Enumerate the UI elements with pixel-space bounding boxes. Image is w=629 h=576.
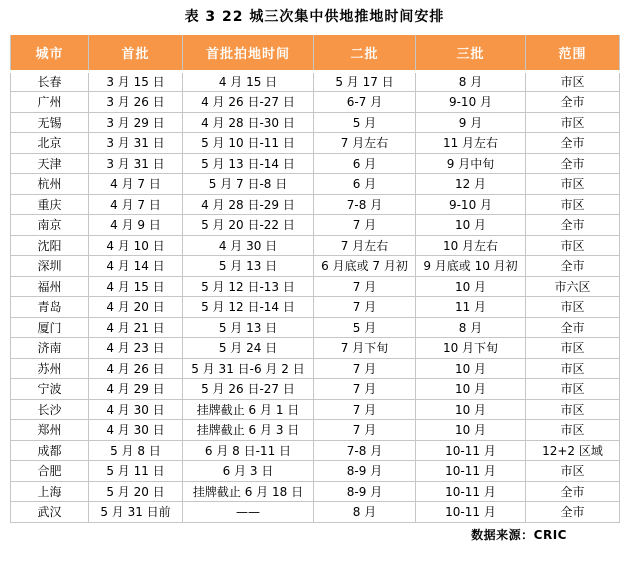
- table-cell: 挂牌截止 6 月 18 日: [183, 481, 314, 502]
- table-cell: 全市: [526, 215, 620, 236]
- table-cell: 全市: [526, 317, 620, 338]
- table-cell: 4 月 30 日: [89, 399, 183, 420]
- header-cell: 城市: [11, 35, 89, 71]
- table-row: [11, 420, 620, 441]
- table-cell: 市区: [526, 461, 620, 482]
- table-cell: 7 月: [314, 276, 416, 297]
- table-cell: 10-11 月: [416, 481, 526, 502]
- table-cell: 6 月底或 7 月初: [314, 256, 416, 277]
- table-row: [11, 133, 620, 154]
- table-cell: 6-7 月: [314, 92, 416, 113]
- table-cell: 市区: [526, 379, 620, 400]
- table-cell: 3 月 15 日: [89, 71, 183, 92]
- table-cell: 7 月: [314, 215, 416, 236]
- table-cell: 4 月 10 日: [89, 235, 183, 256]
- table-cell: 11 月: [416, 297, 526, 318]
- table-cell: 青岛: [11, 297, 89, 318]
- table-cell: 5 月 10 日-11 日: [183, 133, 314, 154]
- table-cell: 全市: [526, 256, 620, 277]
- table-cell: 8-9 月: [314, 481, 416, 502]
- table-cell: 成都: [11, 440, 89, 461]
- table-cell: 4 月 7 日: [89, 194, 183, 215]
- table-row: [11, 440, 620, 461]
- table-cell: 4 月 26 日: [89, 358, 183, 379]
- table-row: [11, 256, 620, 277]
- table-cell: 10 月: [416, 420, 526, 441]
- table-cell: 5 月 11 日: [89, 461, 183, 482]
- table-cell: 市区: [526, 297, 620, 318]
- table-cell: 4 月 26 日-27 日: [183, 92, 314, 113]
- table-row: [11, 338, 620, 359]
- table-cell: 4 月 20 日: [89, 297, 183, 318]
- table-cell: 4 月 15 日: [183, 71, 314, 92]
- table-cell: 5 月 13 日: [183, 317, 314, 338]
- table-cell: 8 月: [416, 317, 526, 338]
- table-cell: 市区: [526, 174, 620, 195]
- table-cell: 7 月下旬: [314, 338, 416, 359]
- table-cell: 市区: [526, 358, 620, 379]
- table-row: [11, 276, 620, 297]
- table-cell: 全市: [526, 502, 620, 523]
- table-cell: 全市: [526, 153, 620, 174]
- table-cell: 12 月: [416, 174, 526, 195]
- table-cell: 5 月 17 日: [314, 71, 416, 92]
- table-cell: 7-8 月: [314, 440, 416, 461]
- header-cell: 三批: [416, 35, 526, 71]
- table-cell: 11 月左右: [416, 133, 526, 154]
- table-cell: 市区: [526, 235, 620, 256]
- table-cell: 福州: [11, 276, 89, 297]
- table-cell: 5 月 12 日-14 日: [183, 297, 314, 318]
- table-cell: 合肥: [11, 461, 89, 482]
- table-cell: 市区: [526, 338, 620, 359]
- table-cell: 挂牌截止 6 月 3 日: [183, 420, 314, 441]
- table-cell: 济南: [11, 338, 89, 359]
- table-cell: 10-11 月: [416, 440, 526, 461]
- table-cell: 4 月 29 日: [89, 379, 183, 400]
- table-cell: 4 月 21 日: [89, 317, 183, 338]
- table-cell: 5 月 31 日前: [89, 502, 183, 523]
- table-cell: 3 月 26 日: [89, 92, 183, 113]
- table-row: [11, 71, 620, 92]
- table-row: [11, 215, 620, 236]
- table-row: [11, 358, 620, 379]
- table-cell: 9 月中旬: [416, 153, 526, 174]
- table-cell: 市区: [526, 399, 620, 420]
- table-cell: 6 月 8 日-11 日: [183, 440, 314, 461]
- table-cell: 7 月: [314, 358, 416, 379]
- table-cell: 7 月左右: [314, 133, 416, 154]
- table-cell: 8 月: [314, 502, 416, 523]
- table-cell: 7 月: [314, 379, 416, 400]
- table-cell: 9-10 月: [416, 194, 526, 215]
- table-cell: 10 月: [416, 379, 526, 400]
- table-cell: 7 月: [314, 420, 416, 441]
- table-cell: 4 月 28 日-29 日: [183, 194, 314, 215]
- table-cell: 北京: [11, 133, 89, 154]
- table-cell: 市六区: [526, 276, 620, 297]
- table-cell: ——: [183, 502, 314, 523]
- table-cell: 4 月 23 日: [89, 338, 183, 359]
- table-row: [11, 153, 620, 174]
- table-row: [11, 194, 620, 215]
- table-cell: 5 月 7 日-8 日: [183, 174, 314, 195]
- table-cell: 5 月 31 日-6 月 2 日: [183, 358, 314, 379]
- table-cell: 5 月 20 日: [89, 481, 183, 502]
- table-cell: 7 月: [314, 297, 416, 318]
- table-cell: 5 月: [314, 112, 416, 133]
- land-supply-schedule-table: [10, 35, 620, 523]
- table-cell: 3 月 29 日: [89, 112, 183, 133]
- header-cell: 首批拍地时间: [183, 35, 314, 71]
- header-row: [11, 35, 620, 71]
- table-cell: 3 月 31 日: [89, 133, 183, 154]
- table-cell: 10 月: [416, 215, 526, 236]
- table-cell: 5 月 26 日-27 日: [183, 379, 314, 400]
- table-cell: 5 月 13 日-14 日: [183, 153, 314, 174]
- table-cell: 挂牌截止 6 月 1 日: [183, 399, 314, 420]
- table-cell: 全市: [526, 133, 620, 154]
- table-cell: 苏州: [11, 358, 89, 379]
- table-cell: 7 月左右: [314, 235, 416, 256]
- table-cell: 市区: [526, 420, 620, 441]
- table-cell: 10 月左右: [416, 235, 526, 256]
- table-cell: 广州: [11, 92, 89, 113]
- table-row: [11, 379, 620, 400]
- table-cell: 4 月 14 日: [89, 256, 183, 277]
- table-cell: 6 月 3 日: [183, 461, 314, 482]
- table-cell: 杭州: [11, 174, 89, 195]
- header-cell: 范围: [526, 35, 620, 71]
- table-row: [11, 112, 620, 133]
- table-cell: 8-9 月: [314, 461, 416, 482]
- table-cell: 10-11 月: [416, 502, 526, 523]
- table-cell: 10 月: [416, 276, 526, 297]
- table-cell: 9 月底或 10 月初: [416, 256, 526, 277]
- table-cell: 4 月 28 日-30 日: [183, 112, 314, 133]
- table-cell: 4 月 30 日: [89, 420, 183, 441]
- table-cell: 6 月: [314, 153, 416, 174]
- table-cell: 武汉: [11, 502, 89, 523]
- table-cell: 4 月 15 日: [89, 276, 183, 297]
- table-cell: 5 月: [314, 317, 416, 338]
- table-cell: 9 月: [416, 112, 526, 133]
- table-row: [11, 461, 620, 482]
- table-cell: 沈阳: [11, 235, 89, 256]
- table-cell: 4 月 30 日: [183, 235, 314, 256]
- table-cell: 重庆: [11, 194, 89, 215]
- table-cell: 市区: [526, 194, 620, 215]
- table-cell: 5 月 12 日-13 日: [183, 276, 314, 297]
- table-cell: 10 月: [416, 399, 526, 420]
- table-cell: 6 月: [314, 174, 416, 195]
- header-cell: 首批: [89, 35, 183, 71]
- table-cell: 无锡: [11, 112, 89, 133]
- table-cell: 10-11 月: [416, 461, 526, 482]
- table-cell: 长沙: [11, 399, 89, 420]
- table-cell: 7-8 月: [314, 194, 416, 215]
- table-row: [11, 92, 620, 113]
- table-row: [11, 174, 620, 195]
- table-cell: 3 月 31 日: [89, 153, 183, 174]
- table-cell: 12+2 区域: [526, 440, 620, 461]
- table-cell: 全市: [526, 481, 620, 502]
- table-cell: 天津: [11, 153, 89, 174]
- table-cell: 5 月 24 日: [183, 338, 314, 359]
- table-cell: 5 月 8 日: [89, 440, 183, 461]
- table-cell: 4 月 9 日: [89, 215, 183, 236]
- table-cell: 全市: [526, 92, 620, 113]
- table-cell: 上海: [11, 481, 89, 502]
- table-row: [11, 297, 620, 318]
- table-cell: 9-10 月: [416, 92, 526, 113]
- table-cell: 5 月 20 日-22 日: [183, 215, 314, 236]
- table-body: [11, 71, 620, 522]
- table-row: [11, 399, 620, 420]
- table-cell: 4 月 7 日: [89, 174, 183, 195]
- table-cell: 市区: [526, 71, 620, 92]
- table-cell: 8 月: [416, 71, 526, 92]
- table-cell: 7 月: [314, 399, 416, 420]
- table-row: [11, 502, 620, 523]
- table-row: [11, 481, 620, 502]
- table-cell: 宁波: [11, 379, 89, 400]
- table-cell: 郑州: [11, 420, 89, 441]
- table-row: [11, 235, 620, 256]
- table-cell: 5 月 13 日: [183, 256, 314, 277]
- table-cell: 市区: [526, 112, 620, 133]
- table-row: [11, 317, 620, 338]
- table-cell: 南京: [11, 215, 89, 236]
- table-cell: 长春: [11, 71, 89, 92]
- data-source-note: 数据来源：CRIC: [471, 527, 567, 542]
- header-cell: 二批: [314, 35, 416, 71]
- table-cell: 10 月下旬: [416, 338, 526, 359]
- table-cell: 深圳: [11, 256, 89, 277]
- table-cell: 厦门: [11, 317, 89, 338]
- table-title: 表 3 22 城三次集中供地推地时间安排: [184, 9, 445, 25]
- table-cell: 10 月: [416, 358, 526, 379]
